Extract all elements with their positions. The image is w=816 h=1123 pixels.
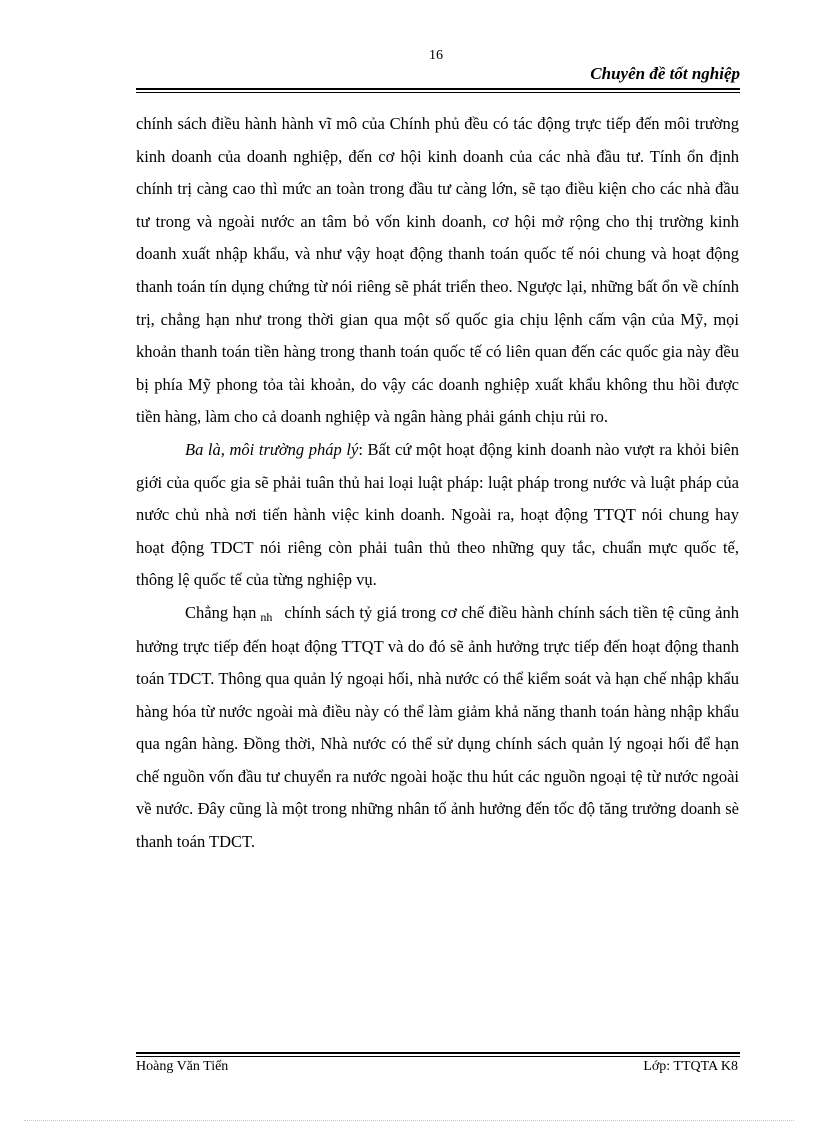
paragraph-3-text: chính sách tỷ giá trong cơ chế điều hành chính sách tiền tệ cũng ảnh hưởng trực tiếp đến hoạt động TTQT và do đó sẽ ảnh hưởng trực tiếp đến hoạt động thanh toán TDCT. Thông qua quản lý ngoại hối, nhà nước có thể kiểm soát và hạn chế nhập khẩu hàng hóa từ nước ngoài mà điều này có thể làm giảm khả năng thanh toán hàng nhập khẩu qua ngân hàng. Đồng thời, Nhà nước có thể sử dụng chính sách quản lý ngoại hối để hạn chế nguồn vốn đầu tư chuyển ra nước ngoài hoặc thu hút các nguồn ngoại tệ từ nước ngoài về nước. Đây cũng là một trong những nhân tố ảnh hưởng đến tốc độ tăng trưởng doanh sè thanh toán TDCT. bbox=[136, 602, 740, 852]
paragraph-2-lead: Ba là, môi trường pháp lý bbox=[185, 439, 359, 459]
header-title: Chuyên đề tốt nghiệp bbox=[590, 64, 740, 83]
footer-class: Lớp: TTQTA K8 bbox=[643, 1059, 738, 1074]
footer-rule-thin bbox=[136, 1056, 740, 1057]
paragraph-3-fragment: nh bbox=[260, 609, 273, 624]
page-number: 16 bbox=[429, 48, 443, 63]
footer-author: Hoàng Văn Tiến bbox=[136, 1059, 229, 1074]
paragraph-2 bbox=[136, 434, 739, 597]
paragraph-3-start: Chẳng hạn bbox=[185, 602, 257, 622]
paragraph-3 bbox=[136, 597, 739, 859]
paragraph-2-text: : Bất cứ một hoạt động kinh doanh nào vượt ra khỏi biên giới của quốc gia sẽ phải tuân thủ hai loại luật pháp: luật pháp trong nước và luật pháp của nước chủ nhà nơi tiến hành việc kinh doanh. Ngoài ra, hoạt động TTQT nói chung hay hoạt động TDCT nói riêng còn phải tuân thủ theo những quy tắc, chuẩn mực quốc tế, thông lệ quốc tế của từng nghiệp vụ. bbox=[136, 439, 739, 590]
header-rule-thin bbox=[136, 92, 740, 93]
footer-rule bbox=[136, 1052, 740, 1054]
header-rule bbox=[136, 88, 740, 90]
document-body bbox=[136, 108, 739, 859]
paragraph-1: chính sách điều hành hành vĩ mô của Chính phủ đều có tác động trực tiếp đến môi trường kinh doanh của doanh nghiệp, đến cơ hội kinh doanh của các nhà đầu tư. Tính ổn định chính trị càng cao thì mức an toàn trong đầu tư càng lớn, sẽ tạo điều kiện cho các nhà đầu tư trong và ngoài nước an tâm bỏ vốn kinh doanh, cơ hội mở rộng cho thị trường kinh doanh xuất nhập khẩu, và như vậy hoạt động thanh toán quốc tế nói chung và hoạt động thanh toán tín dụng chứng từ nói riêng sẽ phát triển theo. Ngược lại, những bất ổn về chính trị, chẳng hạn như trong thời gian qua một số quốc gia chịu lệnh cấm vận của Mỹ, mọi khoản thanh toán tiền hàng trong thanh toán quốc tế có liên quan đến các quốc gia này đều bị phía Mỹ phong tỏa tài khoản, do vậy các doanh nghiệp xuất khẩu không thu hồi được tiền hàng, làm cho cả doanh nghiệp và ngân hàng phải gánh chịu rủi ro. bbox=[136, 114, 739, 427]
page-edge bbox=[24, 1120, 794, 1121]
